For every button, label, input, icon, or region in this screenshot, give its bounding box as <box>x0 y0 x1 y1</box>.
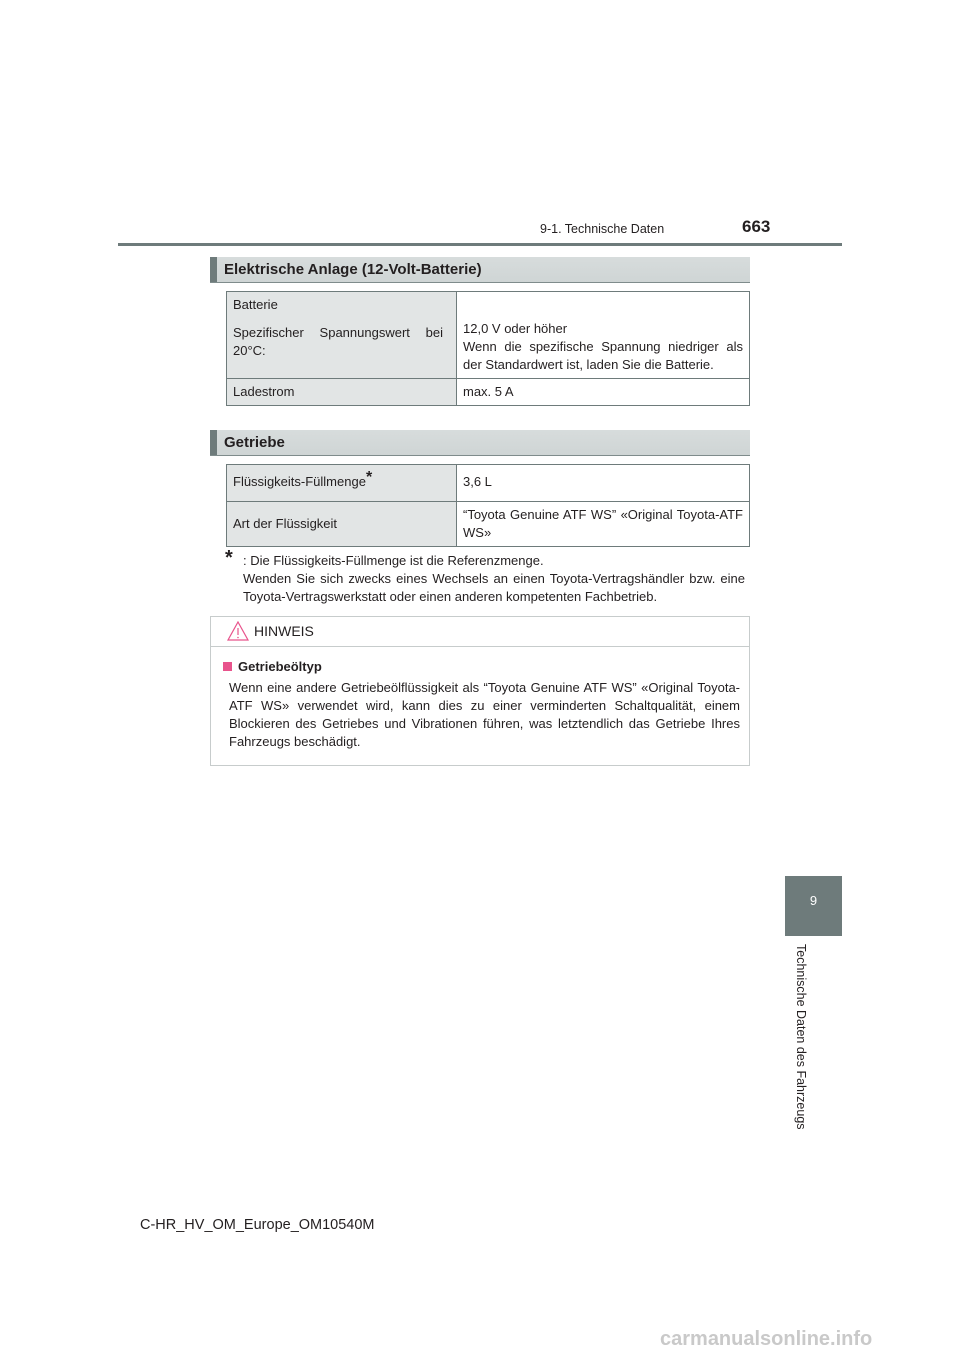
electrical-table <box>226 291 750 406</box>
table-row <box>227 379 750 406</box>
footnote <box>243 552 745 606</box>
type-value: “Toyota Genuine ATF WS” «Original Toyota-ATF WS» <box>457 502 750 547</box>
notice-title: HINWEIS <box>254 623 314 639</box>
footnote-line-1: : Die Flüssigkeits-Füllmenge ist die Referenzmenge. <box>243 553 544 568</box>
heading-bar <box>210 430 217 455</box>
type-label: Art der Flüssigkeit <box>227 502 457 547</box>
fill-label: Flüssigkeits-Füllmenge <box>233 474 366 489</box>
voltage-label: Spezifischer Spannungswert bei 20°C: <box>233 325 443 358</box>
chapter-label: Technische Daten des Fahrzeugs <box>794 944 808 1130</box>
battery-value-cell <box>457 292 750 379</box>
document-id: C-HR_HV_OM_Europe_OM10540M <box>140 1217 375 1233</box>
table-row <box>227 502 750 547</box>
footnote-line-2: Wenden Sie sich zwecks eines Wechsels an einen Toyota-Vertragshändler bzw. eine Toyota-Vertragswerkstatt oder einen anderen kompetenten Fachbetrieb. <box>243 571 745 604</box>
notice-header <box>211 617 749 647</box>
section-heading-transmission <box>210 430 750 456</box>
page-number: 663 <box>742 217 771 236</box>
battery-label-cell <box>227 292 457 379</box>
chapter-number: 9 <box>809 893 818 908</box>
table-row <box>227 292 750 379</box>
watermark: carmanualsonline.info <box>660 1328 873 1350</box>
notice-subhead: Getriebeöltyp <box>238 659 322 674</box>
fill-value: 3,6 L <box>457 465 750 502</box>
notice-body: Wenn eine andere Getriebeölflüssigkeit als “Toyota Genuine ATF WS” «Original Toyota-ATF WS» verwendet wird, kann dies zu einer verminderten Schaltqualität, einem Blockieren des Getriebes und Vibrationen führen, was letztendlich das Getriebe Ihres Fahrzeugs beschädigt. <box>229 680 740 749</box>
charge-label: Ladestrom <box>227 379 457 406</box>
footnote-marker: * <box>365 469 373 486</box>
warning-triangle-icon <box>227 621 249 641</box>
charge-value: max. 5 A <box>457 379 750 406</box>
transmission-table <box>226 464 750 547</box>
voltage-value: 12,0 V oder höher <box>463 321 568 336</box>
header-rule <box>118 243 842 246</box>
heading-text: Elektrische Anlage (12-Volt-Batterie) <box>224 261 482 278</box>
fill-label-cell <box>227 465 457 502</box>
battery-label: Batterie <box>233 297 278 312</box>
footnote-star: * <box>225 547 233 569</box>
table-row <box>227 465 750 502</box>
voltage-note: Wenn die spezifische Spannung niedriger als der Standardwert ist, laden Sie die Batterie. <box>463 339 743 372</box>
heading-bar <box>210 257 217 282</box>
square-bullet-icon <box>223 662 232 671</box>
section-heading-electrical <box>210 257 750 283</box>
heading-text: Getriebe <box>224 434 285 451</box>
section-title: 9-1. Technische Daten <box>540 222 665 236</box>
notice-box <box>210 616 750 766</box>
